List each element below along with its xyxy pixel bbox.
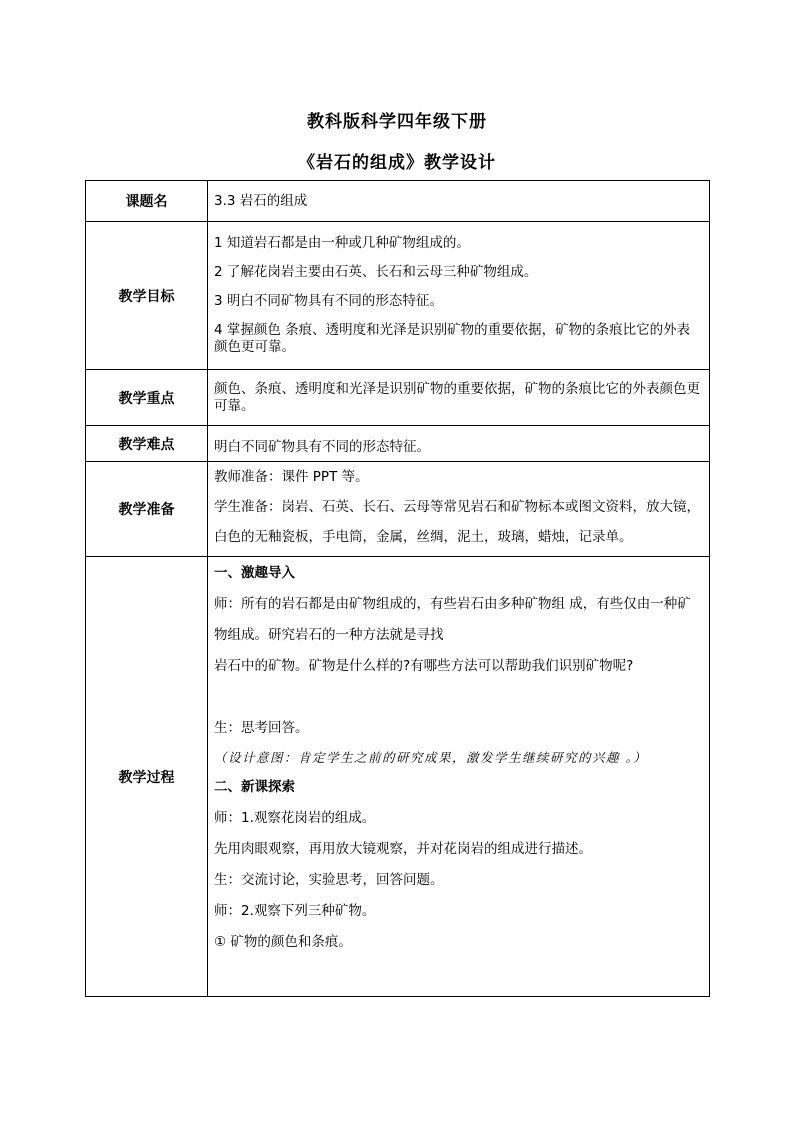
difficulties-value: 明白不同矿物具有不同的形态特征。 xyxy=(214,439,430,455)
objective-item: 4 掌握颜色 条痕、透明度和光泽是识别矿物的重要依据，矿物的条痕比它的外表颜色更可靠。 xyxy=(214,322,691,355)
difficulties-label: 教学难点 xyxy=(86,426,208,462)
objectives-label: 教学目标 xyxy=(86,222,208,370)
document-title: 教科版科学四年级下册 xyxy=(307,112,487,132)
process-text: 岩石中的矿物。矿物是什么样的?有哪些方法可以帮助我们识别矿物呢? xyxy=(214,658,634,674)
key-points-label: 教学重点 xyxy=(86,370,208,426)
row-difficulties xyxy=(86,426,710,462)
process-text: 师：1.观察花岗岩的组成。 xyxy=(214,810,376,826)
row-objectives xyxy=(86,222,710,370)
process-label: 教学过程 xyxy=(86,557,208,997)
process-text: 师：所有的岩石都是由矿物组成的，有些岩石由多种矿物组 成，有些仅由一种矿物组成。研究岩石的一种方法就是寻找 xyxy=(214,596,691,643)
objective-item: 1 知道岩石都是由一种或几种矿物组成的。 xyxy=(214,235,470,251)
topic-value: 3.3 岩石的组成 xyxy=(214,192,308,209)
row-preparation xyxy=(86,462,710,557)
section1-heading: 一、激趣导入 xyxy=(214,565,295,581)
process-text: ① 矿物的颜色和条痕。 xyxy=(214,934,352,950)
document-subtitle: 《岩石的组成》教学设计 xyxy=(298,153,496,173)
objective-item: 3 明白不同矿物具有不同的形态特征。 xyxy=(214,293,443,309)
design-note: （设计意图：肯定学生之前的研究成果，激发学生继续研究的兴趣 。） xyxy=(214,750,648,765)
key-points-value: 颜色、条痕、透明度和光泽是识别矿物的重要依据，矿物的条痕比它的外表颜色更可靠。 xyxy=(214,381,700,414)
row-key-points xyxy=(86,370,710,426)
process-text: 先用肉眼观察，再用放大镜观察，并对花岗岩的组成进行描述。 xyxy=(214,841,592,857)
process-text: 生：思考回答。 xyxy=(214,720,309,736)
student-preparation: 学生准备：岗岩、石英、长石、云母等常见岩石和矿物标本或图文资料，放大镜，白色的无釉瓷板，手电筒，金属，丝绸，泥土，玻璃，蜡烛，记录单。 xyxy=(214,499,700,545)
topic-label: 课题名 xyxy=(86,181,208,222)
objective-item: 2 了解花岗岩主要由石英、长石和云母三种矿物组成。 xyxy=(214,264,538,280)
row-topic xyxy=(86,181,710,222)
lesson-plan-table xyxy=(85,180,710,997)
preparation-label: 教学准备 xyxy=(86,462,208,557)
section2-heading: 二、新课探索 xyxy=(214,779,295,795)
process-text: 生：交流讨论，实验思考，回答问题。 xyxy=(214,872,444,888)
teacher-preparation: 教师准备：课件 PPT 等。 xyxy=(214,469,369,485)
process-text: 师：2.观察下列三种矿物。 xyxy=(214,903,376,919)
row-process xyxy=(86,557,710,997)
